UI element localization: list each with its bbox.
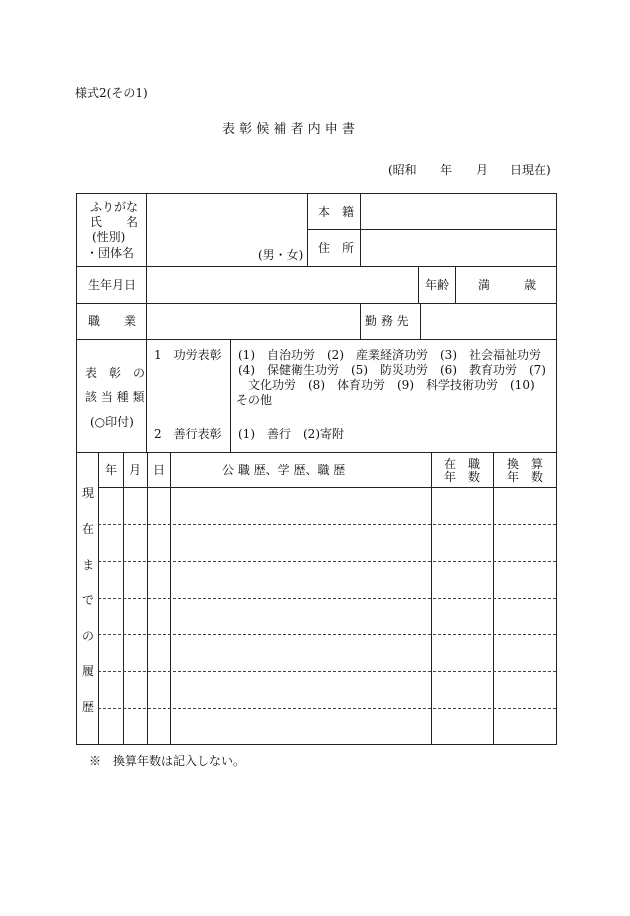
- history-side-label-3: ま: [82, 558, 95, 572]
- furigana-label: ふりがな: [90, 200, 139, 214]
- date-year: 年: [440, 163, 453, 177]
- name-label: 氏 名: [90, 215, 139, 229]
- age-label: 年齢: [425, 278, 450, 292]
- history-side-label-5: の: [82, 629, 95, 643]
- award-type-label-1: 表 彰 の: [85, 366, 146, 380]
- history-side-label-6: 履: [82, 664, 95, 678]
- award-type-label-3: (○印付): [90, 415, 134, 429]
- merit-line-1: (1) 自治功労 (2) 産業経済功労 (3) 社会福祉功労: [238, 348, 541, 362]
- good-deed-line: (1) 善行 (2)寄附: [238, 427, 344, 441]
- date-era: (昭和: [388, 163, 417, 177]
- sex-choice: (男・女): [258, 248, 304, 262]
- age-man: 満: [478, 278, 491, 292]
- history-col-year: 年: [105, 463, 118, 477]
- merit-line-3: 文化功労 (8) 体育功労 (9) 科学技術功労 (10): [248, 378, 535, 392]
- merit-line-4: その他: [236, 393, 273, 407]
- award-type-label-2: 該 当 種 類: [85, 390, 145, 404]
- good-deed-award-label: 2 善行表彰: [154, 427, 222, 441]
- history-col-kansan-2: 年 数: [507, 470, 544, 484]
- history-side-label-2: 在: [82, 522, 95, 536]
- footnote: ※ 換算年数は記入しない。: [89, 754, 246, 768]
- occupation-label: 職 業: [88, 314, 137, 328]
- history-col-zaishoku-2: 年 数: [444, 470, 481, 484]
- age-sai: 歳: [524, 278, 537, 292]
- date-suffix: 日現在): [510, 163, 551, 177]
- history-col-month: 月: [129, 463, 142, 477]
- history-col-zaishoku-1: 在 職: [444, 457, 481, 471]
- merit-line-2: (4) 保健衛生功労 (5) 防災功労 (6) 教育功労 (7): [238, 363, 546, 377]
- history-col-day: 日: [153, 463, 166, 477]
- history-col-career: 公 職 歴、学 歴、職 歴: [222, 463, 346, 477]
- workplace-label: 勤 務 先: [365, 314, 409, 328]
- history-side-label-4: で: [82, 593, 95, 607]
- group-name-label: ・団体名: [86, 246, 135, 260]
- merit-award-label: 1 功労表彰: [154, 348, 222, 362]
- history-col-kansan-1: 換 算: [507, 457, 544, 471]
- history-side-label-1: 現: [82, 486, 95, 500]
- sex-label: (性別): [92, 230, 126, 244]
- history-side-label-7: 歴: [82, 700, 95, 714]
- date-month: 月: [476, 163, 489, 177]
- honseki-label: 本 籍: [318, 205, 355, 219]
- birth-date-label: 生年月日: [88, 278, 137, 292]
- document-title: 表 彰 候 補 者 内 申 書: [222, 122, 355, 137]
- address-label: 住 所: [318, 241, 355, 255]
- form-id: 様式2(その1): [75, 86, 148, 100]
